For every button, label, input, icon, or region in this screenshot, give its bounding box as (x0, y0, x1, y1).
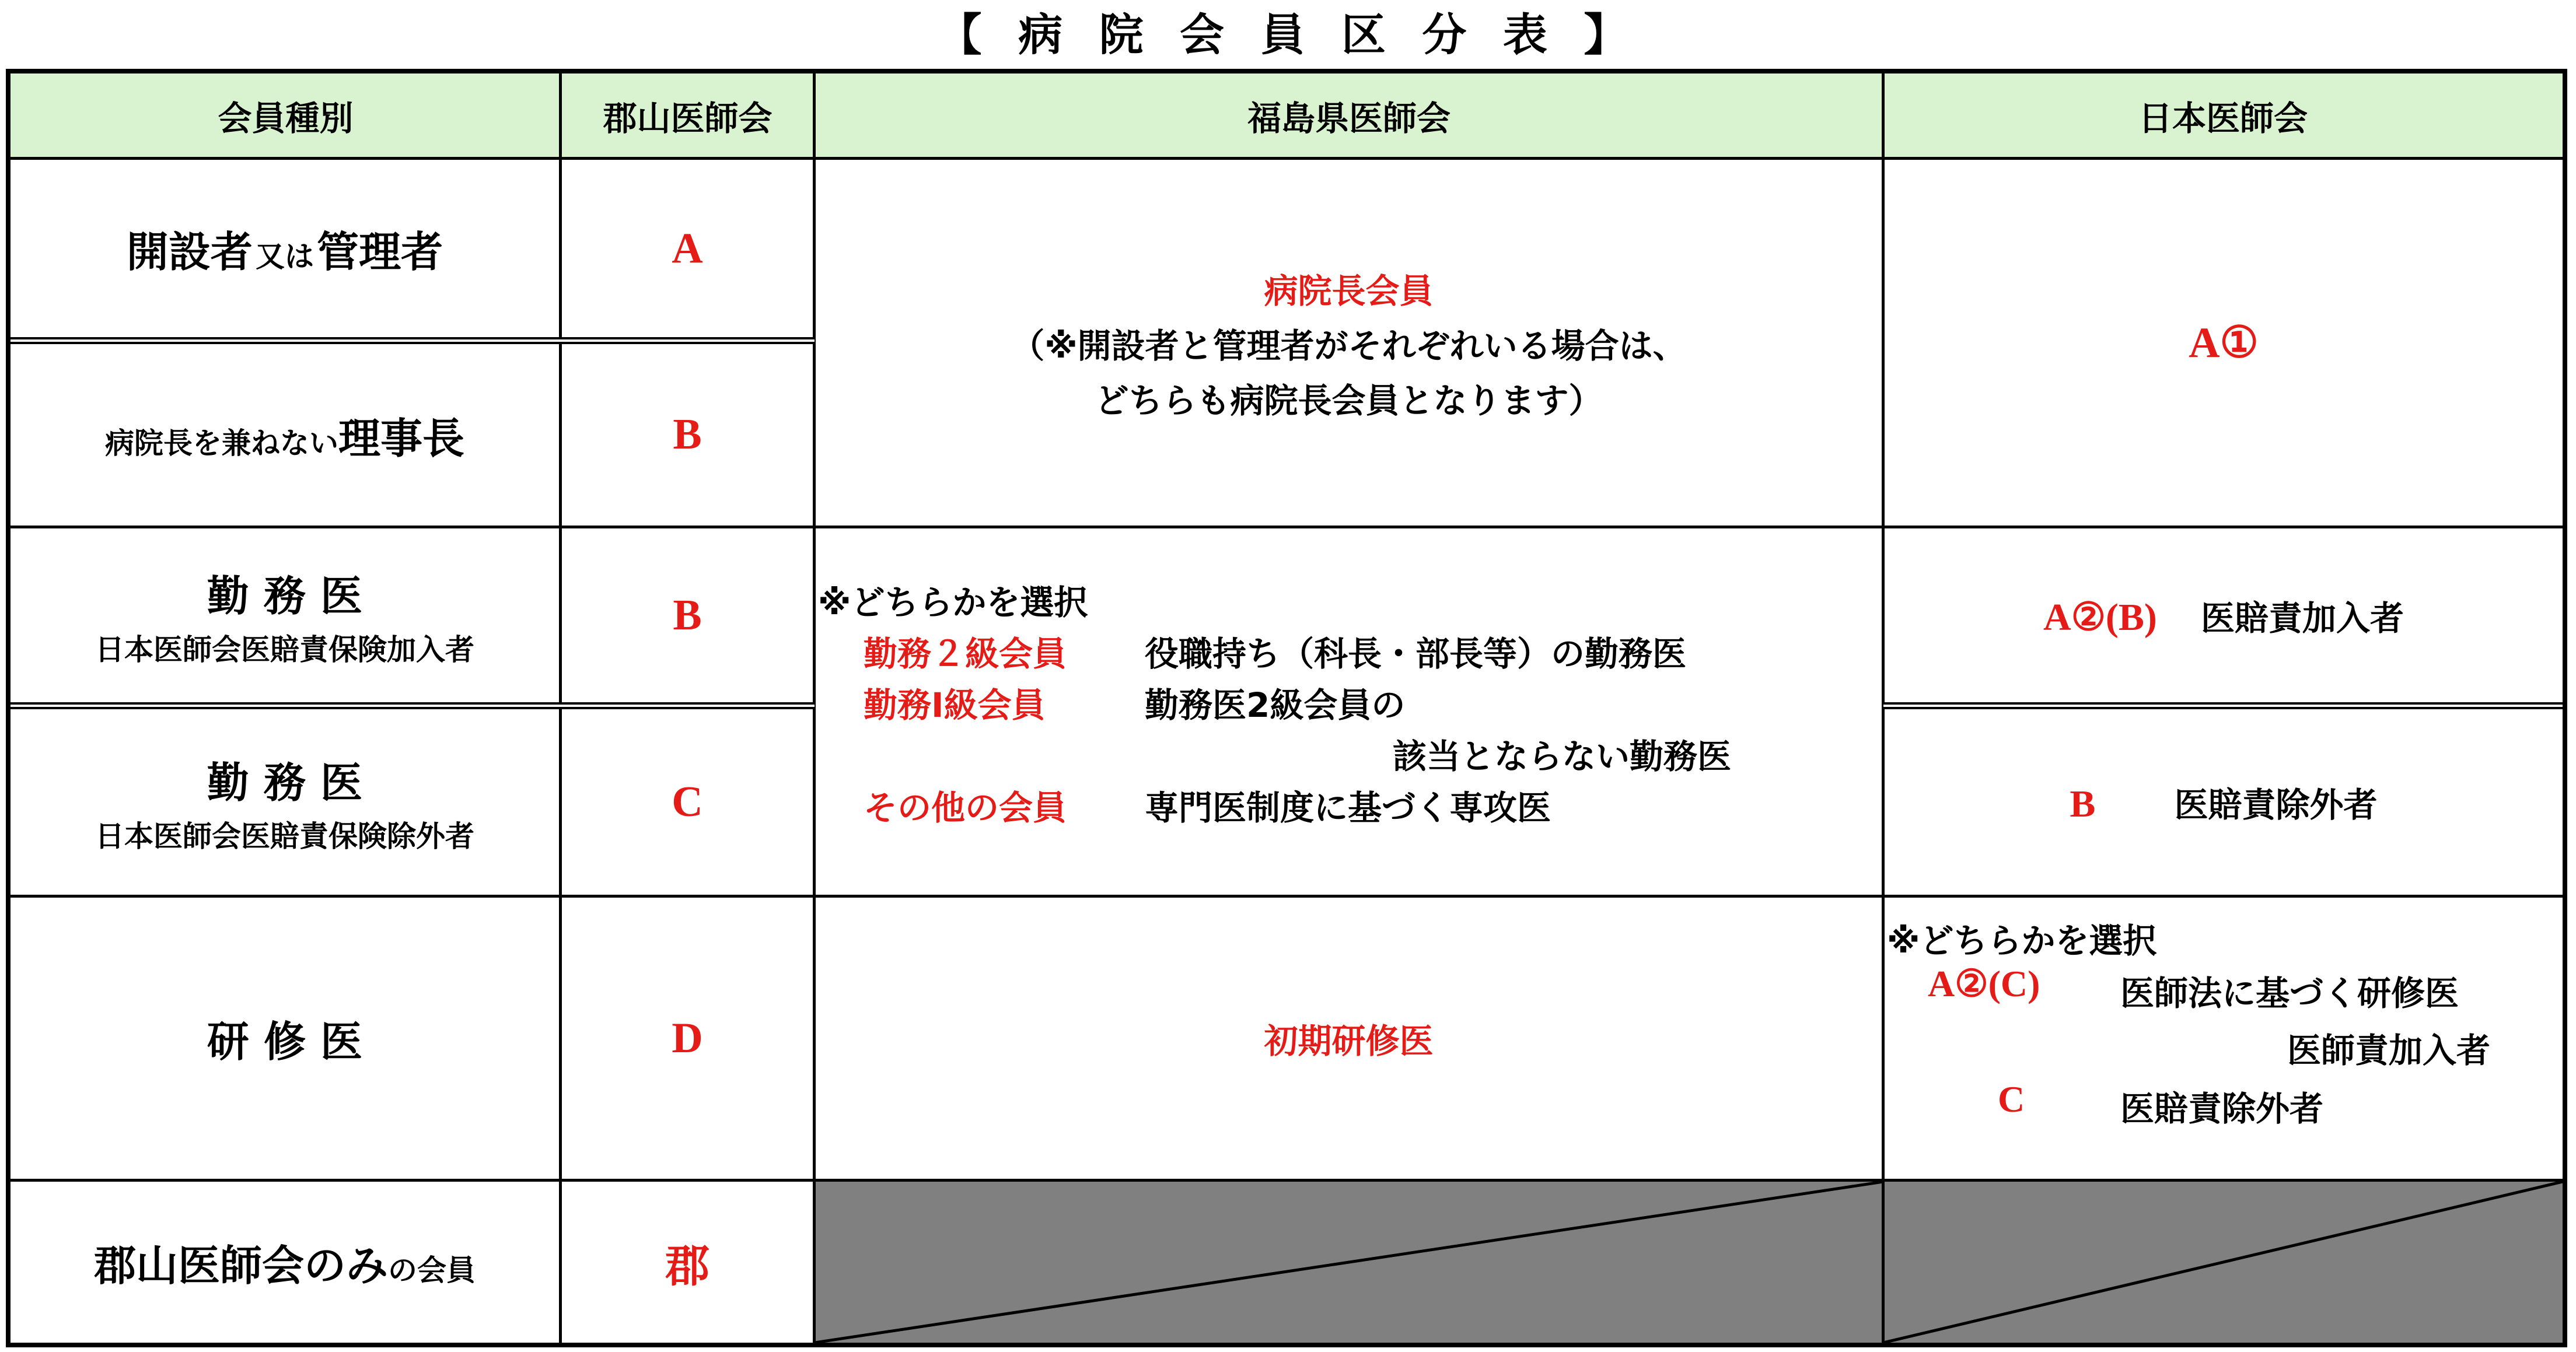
label-staff-doctor: 勤 務 医 (207, 758, 363, 807)
row-chairman-label (11, 344, 559, 526)
label-koriyama-only: 郡山医師会のみ (93, 1241, 388, 1290)
japan-c-desc: 医賠責除外者 (2120, 1089, 2324, 1129)
director-member-note1: （※開設者と管理者がそれぞれいる場合は、 (1011, 325, 1687, 366)
row-koriyama-only-label (11, 1182, 559, 1343)
director-member-title: 病院長会員 (1264, 271, 1434, 311)
koriyama-code-r6: 郡 (665, 1239, 709, 1292)
label-founder: 開設者 (126, 227, 253, 276)
japan-a2b-desc: 医賠責加入者 (2200, 598, 2404, 638)
japan-a2c-desc: 医師法に基づく研修医 (2120, 973, 2459, 1013)
choose-one-note: ※どちらかを選択 (1887, 921, 2157, 961)
other-member-desc: 専門医制度に基づく専攻医 (1145, 788, 1551, 828)
fukushima-initial-resident: 初期研修医 (1264, 1021, 1434, 1061)
diagonal-line-japan (1883, 1182, 2563, 1343)
label-chairman: 理事長 (338, 414, 464, 463)
fukushima-director-member (816, 160, 1882, 526)
japan-c-code: C (1998, 1078, 2025, 1120)
staff-grade2-desc: 役職持ち（科長・部長等）の勤務医 (1145, 634, 1687, 674)
label-insured: 日本医師会医賠責保険加入者 (95, 633, 474, 667)
japan-b-desc: 医賠責除外者 (2174, 785, 2378, 825)
fukushima-staff-member-options (818, 575, 1880, 890)
row-staff-doctor-excluded-label (11, 709, 559, 895)
page-title: 【 病 院 会 員 区 分 表 】 (937, 9, 1639, 61)
diagonal-line-fukushima (815, 1182, 1883, 1343)
staff-grade1-desc2: 該当とならない勤務医 (1393, 737, 1732, 776)
koriyama-code-r4: C (672, 777, 703, 826)
label-excluded: 日本医師会医賠責保険除外者 (95, 819, 474, 853)
staff-grade2-label: 勤務２級会員 (864, 634, 1067, 674)
double-divider (1883, 702, 2563, 709)
double-divider (11, 337, 815, 344)
row-staff-doctor-insured-label (11, 528, 559, 702)
membership-table (6, 69, 2567, 1347)
choose-one-note: ※どちらかを選択 (818, 583, 1088, 622)
japan-b-code: B (2070, 783, 2096, 825)
header-member-type: 会員種別 (11, 73, 561, 157)
japan-code-a1: A① (2189, 319, 2259, 367)
header-japan: 日本医師会 (1883, 73, 2563, 157)
staff-grade1-desc: 勤務医2級会員の (1145, 685, 1406, 725)
japan-a2c-desc2: 医師責加入者 (2287, 1031, 2491, 1070)
koriyama-code-r1: A (672, 224, 703, 272)
label-or: 又は (256, 240, 314, 274)
japan-a2c-code: A②(C) (1928, 963, 2040, 1004)
koriyama-code-r3: B (673, 591, 702, 639)
label-manager: 管理者 (317, 227, 443, 276)
japan-b-cell (1885, 709, 2563, 895)
label-not-director: 病院長を兼ねない (104, 426, 338, 460)
other-member-label: その他の会員 (864, 788, 1067, 828)
row-resident-label: 研 修 医 (207, 1017, 363, 1066)
japan-a2b-cell (1885, 528, 2563, 702)
label-member: の会員 (388, 1253, 476, 1287)
director-member-note2: どちらも病院長会員となります） (1095, 380, 1603, 421)
staff-grade1-label: 勤務Ⅰ級会員 (864, 685, 1046, 725)
japan-a2b-code: A②(B) (2043, 596, 2157, 639)
double-divider (11, 702, 815, 709)
label-staff-doctor: 勤 務 医 (207, 572, 363, 621)
japan-resident-options (1887, 913, 2558, 1170)
koriyama-code-r5: D (672, 1014, 703, 1062)
koriyama-code-r2: B (673, 411, 702, 458)
row-founder-or-manager-label (11, 160, 559, 337)
header-koriyama: 郡山医師会 (561, 73, 815, 157)
header-fukushima: 福島県医師会 (815, 73, 1883, 157)
